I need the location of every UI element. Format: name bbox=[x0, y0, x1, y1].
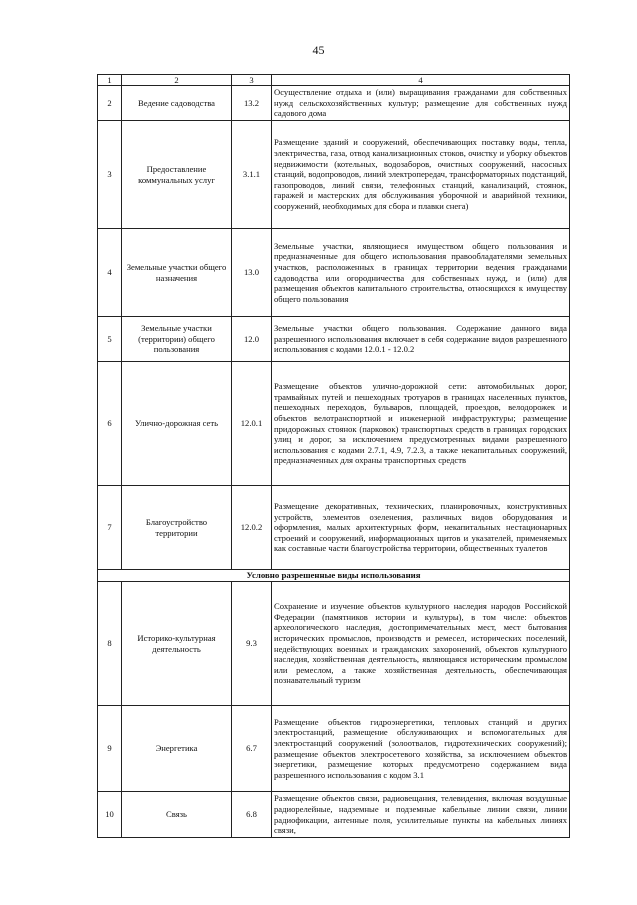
use-type-description: Земельные участки общего пользования. Содержание данного вида разрешенного использования включает в себя содержание видов разрешенного использования с кодами 12.0.1 - 12.0.2 bbox=[272, 317, 570, 362]
use-type-name: Благоустройство территории bbox=[122, 486, 232, 570]
use-type-code: 9.3 bbox=[232, 582, 272, 706]
table-row bbox=[98, 486, 570, 570]
row-number: 9 bbox=[98, 706, 122, 792]
use-type-code: 12.0 bbox=[232, 317, 272, 362]
row-number: 2 bbox=[98, 86, 122, 121]
use-type-description: Размещение объектов гидроэнергетики, тепловых станций и других электростанций, размещение обслуживающих и вспомогательных для электростанций сооружений (золоотвалов, гидротехнических сооружений); размещение объектов электросетевого хозяйства, за исключением объектов энергетики, размещение которых предусмотрено содержанием вида разрешенного использования с кодом 3.1 bbox=[272, 706, 570, 792]
use-type-description: Размещение объектов улично-дорожной сети: автомобильных дорог, трамвайных путей и пешеходных тротуаров в границах населенных пунктов, пешеходных переходов, бульваров, площадей, проездов, велодорожек и объектов велотранспортной и инженерной инфраструктуры; размещение придорожных стоянок (парковок) транспортных средств в границах городских улиц и дорог, за исключением предусмотренных видами разрешенного использования с кодами 2.7.1, 4.9, 7.2.3, а также некапитальных сооружений, предназначенных для охраны транспортных средств bbox=[272, 362, 570, 486]
use-type-name: Историко-культурная деятельность bbox=[122, 582, 232, 706]
use-type-description: Осуществление отдыха и (или) выращивания гражданами для собственных нужд сельскохозяйственных культур; размещение для собственных нужд садового дома bbox=[272, 86, 570, 121]
use-type-description: Размещение декоративных, технических, планировочных, конструктивных устройств, элементов озеленения, различных видов оборудования и оформления, малых архитектурных форм, некапитальных нестационарных строений и сооружений, информационных щитов и указателей, применяемых как составные части благоустройства территории, общественных туалетов bbox=[272, 486, 570, 570]
use-type-description: Размещение объектов связи, радиовещания, телевидения, включая воздушные радиорелейные, надземные и подземные кабельные линии связи, линии радиофикации, антенные поля, усилительные пункты на кабельных линиях связи, bbox=[272, 792, 570, 838]
table-header-row bbox=[98, 75, 570, 86]
use-type-code: 12.0.1 bbox=[232, 362, 272, 486]
use-type-name: Энергетика bbox=[122, 706, 232, 792]
row-number: 3 bbox=[98, 121, 122, 229]
row-number: 6 bbox=[98, 362, 122, 486]
land-use-table bbox=[97, 74, 570, 838]
page-number: 45 bbox=[312, 43, 325, 57]
header-cell: 1 bbox=[98, 75, 122, 86]
header-cell: 2 bbox=[122, 75, 232, 86]
section-title: Условно разрешенные виды использования bbox=[98, 570, 570, 582]
section-header-row bbox=[98, 570, 570, 582]
row-number: 8 bbox=[98, 582, 122, 706]
row-number: 5 bbox=[98, 317, 122, 362]
use-type-name: Связь bbox=[122, 792, 232, 838]
use-type-code: 12.0.2 bbox=[232, 486, 272, 570]
table-row bbox=[98, 229, 570, 317]
header-cell: 4 bbox=[272, 75, 570, 86]
table-row bbox=[98, 86, 570, 121]
table-row bbox=[98, 792, 570, 838]
use-type-description: Земельные участки, являющиеся имуществом общего пользования и предназначенные для общего использования правообладателями земельных участков, расположенных в границах территории ведения гражданами садоводства или огородничества для собственных нужд, и (или) для размещения объектов капитального строительства, относящихся к имуществу общего пользования bbox=[272, 229, 570, 317]
use-type-code: 6.7 bbox=[232, 706, 272, 792]
use-type-description: Сохранение и изучение объектов культурного наследия народов Российской Федерации (памятников истории и культуры), в том числе: объектов археологического наследия, достопримечательных мест, мест бытования исторических промыслов, производств и ремесел, исторических поселений, недействующих военных и гражданских захоронений, объектов культурного наследия, хозяйственная деятельность, являющаяся историческим промыслом или ремеслом, а также хозяйственная деятельность, обеспечивающая познавательный туризм bbox=[272, 582, 570, 706]
row-number: 10 bbox=[98, 792, 122, 838]
use-type-name: Земельные участки (территории) общего пользования bbox=[122, 317, 232, 362]
use-type-name: Земельные участки общего назначения bbox=[122, 229, 232, 317]
use-type-code: 6.8 bbox=[232, 792, 272, 838]
use-type-name: Улично-дорожная сеть bbox=[122, 362, 232, 486]
table-row bbox=[98, 121, 570, 229]
table-row bbox=[98, 317, 570, 362]
use-type-code: 13.2 bbox=[232, 86, 272, 121]
use-type-code: 3.1.1 bbox=[232, 121, 272, 229]
table-row bbox=[98, 362, 570, 486]
use-type-code: 13.0 bbox=[232, 229, 272, 317]
row-number: 4 bbox=[98, 229, 122, 317]
row-number: 7 bbox=[98, 486, 122, 570]
table-row bbox=[98, 582, 570, 706]
use-type-name: Ведение садоводства bbox=[122, 86, 232, 121]
use-type-name: Предоставление коммунальных услуг bbox=[122, 121, 232, 229]
header-cell: 3 bbox=[232, 75, 272, 86]
use-type-description: Размещение зданий и сооружений, обеспечивающих поставку воды, тепла, электричества, газа, отвод канализационных стоков, очистку и уборку объектов недвижимости (котельных, водозаборов, очистных сооружений, насосных станций, водопроводов, линий электропередач, трансформаторных подстанций, газопроводов, линий связи, телефонных станций, канализаций, стоянок, гаражей и мастерских для обслуживания уборочной и аварийной техники, сооружений, необходимых для сбора и плавки снега) bbox=[272, 121, 570, 229]
table-row bbox=[98, 706, 570, 792]
